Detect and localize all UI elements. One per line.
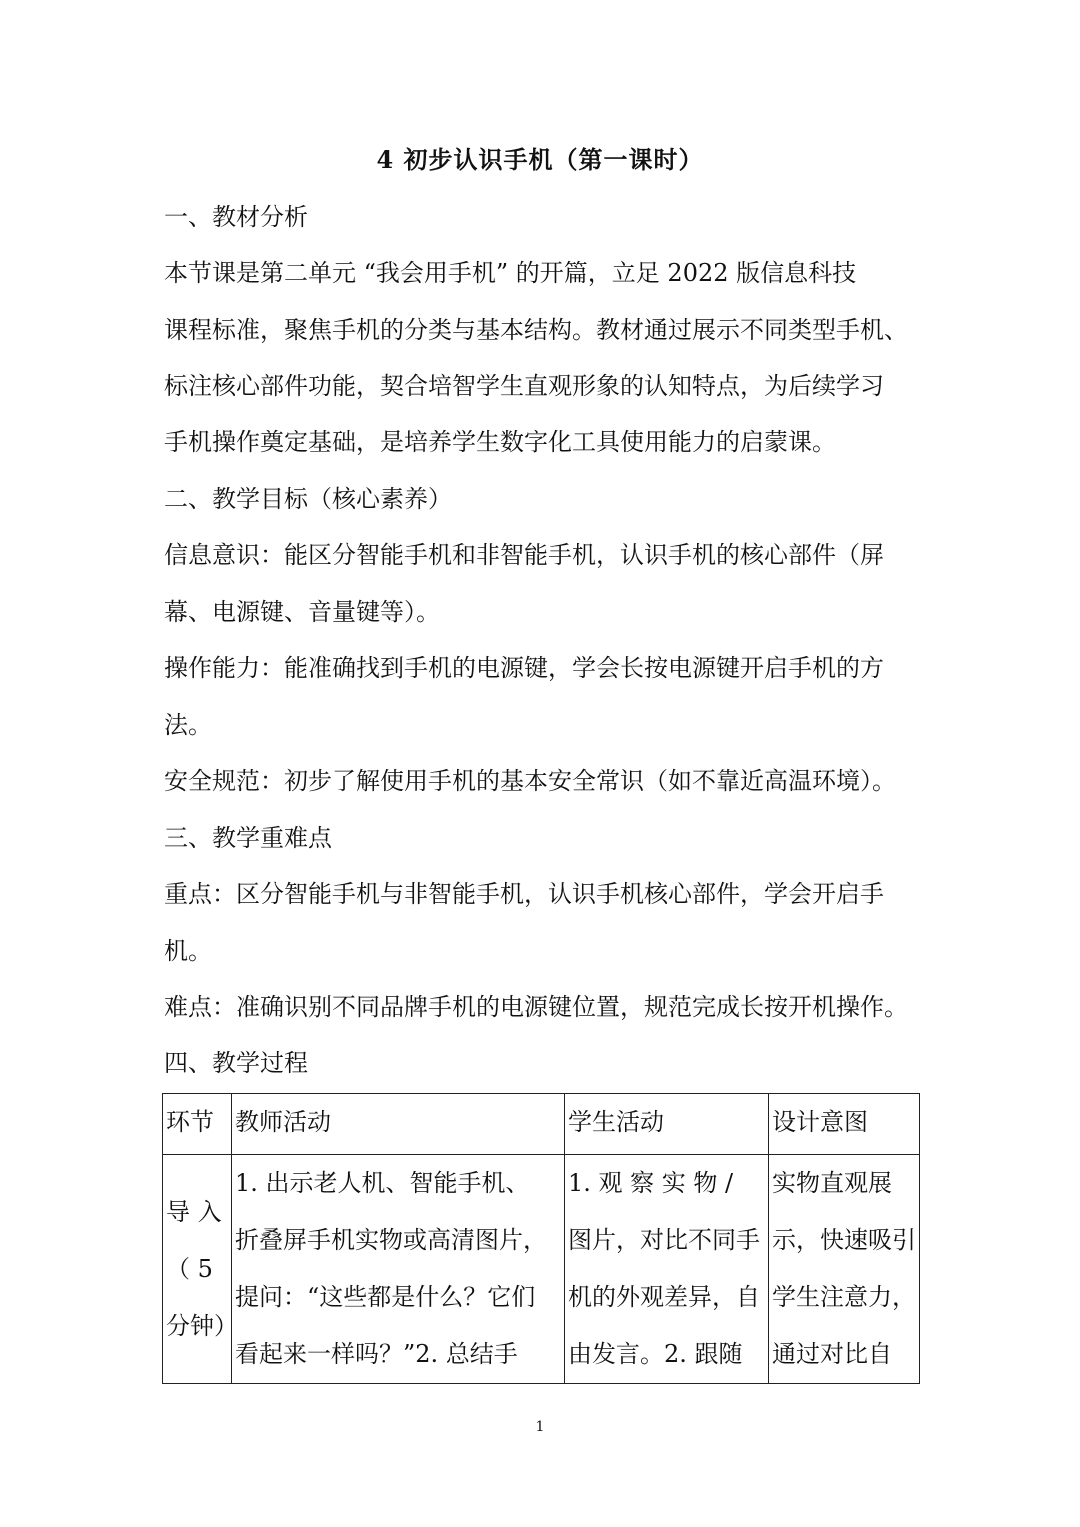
header-cell-stage: 环节 [163,1094,232,1155]
cell-line: 图片，对比不同手 [568,1226,760,1254]
section-heading-3: 三、教学重难点 [164,824,332,852]
cell-line: 机的外观差异，自 [568,1283,760,1311]
cell-line: 看起来一样吗？”2. 总结手 [235,1340,518,1368]
table-header-row [163,1094,920,1155]
cell-line: （ 5 [166,1254,213,1283]
section-heading-4: 四、教学过程 [164,1049,308,1077]
paragraph-line: 课程标准，聚焦手机的分类与基本结构。教材通过展示不同类型手机、 [164,316,908,344]
paragraph-line: 难点：准确识别不同品牌手机的电源键位置，规范完成长按开机操作。 [164,993,908,1021]
stage-cell [163,1155,238,1384]
paragraph-line: 本节课是第二单元 “我会用手机” 的开篇，立足 2022 版信息科技 [164,259,857,287]
cell-line: 提问：“这些都是什么？它们 [235,1283,536,1311]
paragraph-line: 幕、电源键、音量键等）。 [164,598,440,626]
cell-line: 示，快速吸引 [772,1226,916,1254]
teacher-activity-cell [232,1155,565,1384]
teaching-process-table [162,1093,920,1384]
paragraph-line: 法。 [164,711,212,739]
paragraph-line: 机。 [164,937,212,965]
paragraph-line: 手机操作奠定基础，是培养学生数字化工具使用能力的启蒙课。 [164,428,836,456]
paragraph-line: 标注核心部件功能，契合培智学生直观形象的认知特点，为后续学习 [164,372,884,400]
cell-line: 折叠屏手机实物或高清图片， [235,1226,547,1254]
cell-line: 1. 出示老人机、智能手机、 [235,1169,530,1197]
header-cell-intent: 设计意图 [769,1094,920,1155]
design-intent-cell [769,1155,920,1384]
cell-line: 学生注意力， [772,1283,916,1311]
paragraph-line: 操作能力：能准确找到手机的电源键，学会长按电源键开启手机的方 [164,654,884,682]
header-cell-teacher: 教师活动 [232,1094,565,1155]
section-heading-2: 二、教学目标（核心素养） [164,485,452,513]
header-cell-student: 学生活动 [565,1094,769,1155]
cell-line: 分钟） [166,1311,238,1340]
cell-line: 导 入 [166,1197,222,1226]
paragraph-line: 信息意识：能区分智能手机和非智能手机，认识手机的核心部件（屏 [164,541,884,569]
paragraph-line: 重点：区分智能手机与非智能手机，认识手机核心部件，学会开启手 [164,880,884,908]
cell-line: 通过对比自 [772,1340,892,1368]
paragraph-line: 安全规范：初步了解使用手机的基本安全常识（如不靠近高温环境）。 [164,767,896,795]
page-number: 1 [535,1419,545,1435]
cell-line: 由发言。2. 跟随 [568,1340,743,1368]
cell-line: 1. 观 察 实 物 / [568,1169,734,1197]
page-title: 4 初步认识手机（第一课时） [376,145,704,174]
student-activity-cell [565,1155,769,1384]
cell-line: 实物直观展 [772,1169,892,1197]
table-row [163,1155,920,1384]
section-heading-1: 一、教材分析 [164,203,308,231]
